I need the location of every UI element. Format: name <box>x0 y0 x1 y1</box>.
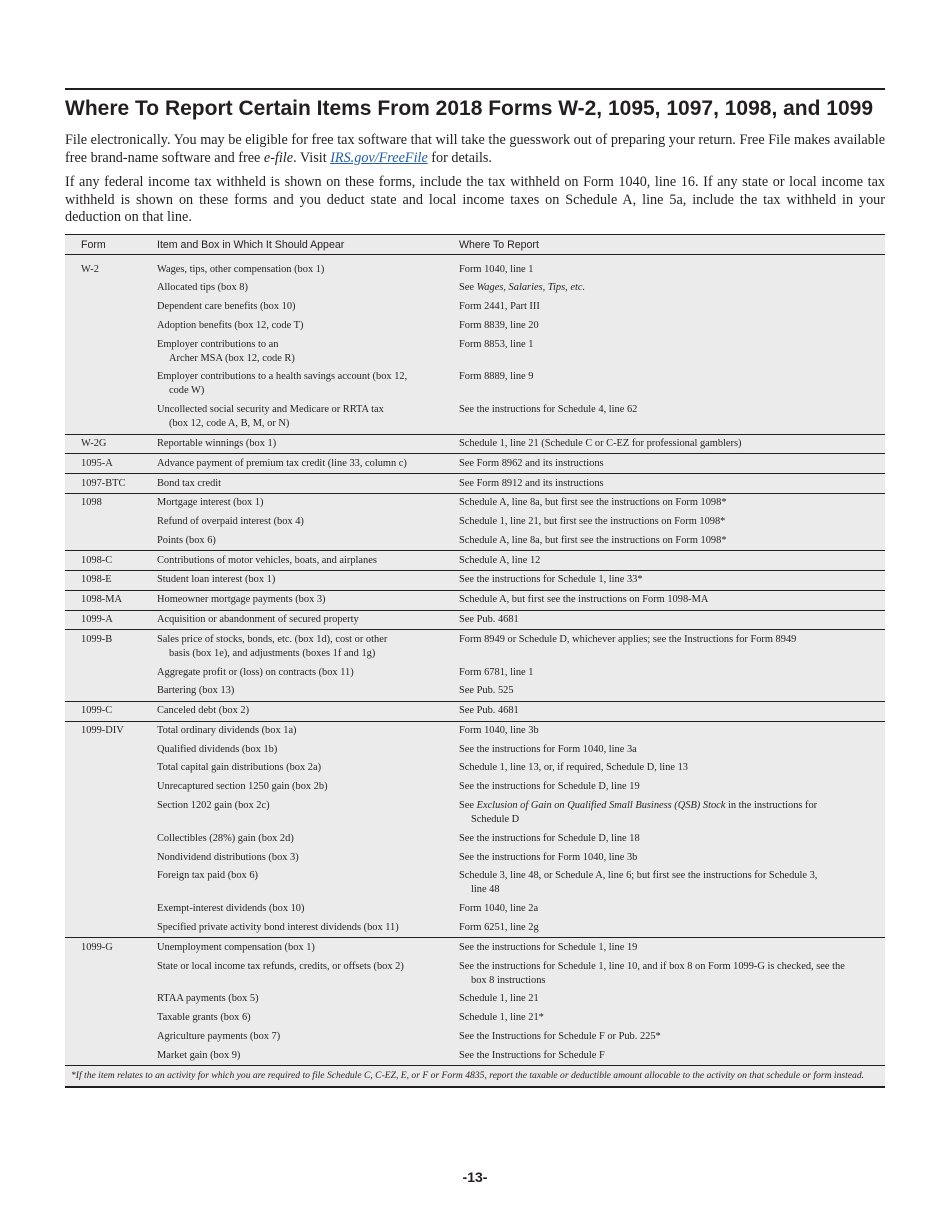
row-where: See Pub. 525 <box>459 685 514 697</box>
row-where: Form 1040, line 1 <box>459 263 534 275</box>
page-number: -13- <box>462 1169 488 1185</box>
row-where: See Form 8962 and its instructions <box>459 454 885 474</box>
row-where: Form 8839, line 20 <box>459 319 539 331</box>
row-item-text: Employer contributions to an <box>157 338 279 350</box>
row-item <box>157 848 459 867</box>
row-form: 1098-MA <box>65 590 157 610</box>
table-row <box>65 401 885 434</box>
row-where: Schedule 1, line 21, but first see the instructions on Form 1098* <box>459 516 726 528</box>
row-item <box>157 551 459 571</box>
row-item-continued: (box 12, code A, B, M, or N) <box>169 418 290 430</box>
row-where: Schedule A, line 12 <box>459 551 885 571</box>
row-item <box>157 454 459 474</box>
row-item <box>157 316 459 335</box>
row-item-text: Taxable grants (box 6) <box>157 1012 251 1024</box>
table-row <box>65 335 885 368</box>
row-item-text: Advance payment of premium tax credit (line 33, column c) <box>157 457 407 469</box>
row-item-text: Points (box 6) <box>157 534 216 546</box>
row-item-text: Qualified dividends (box 1b) <box>157 743 278 755</box>
row-item-text: Total ordinary dividends (box 1a) <box>157 724 297 736</box>
row-form: 1099-G <box>65 938 157 957</box>
row-where-continued: line 48 <box>471 884 500 896</box>
table-row <box>65 848 885 867</box>
row-where-continued: Schedule D <box>471 814 520 826</box>
row-form <box>65 298 157 317</box>
table-row <box>65 590 885 610</box>
row-item-continued: basis (box 1e), and adjustments (boxes 1f and 1g) <box>169 647 376 659</box>
row-item-text: Specified private activity bond interest dividends (box 11) <box>157 921 399 933</box>
row-where-continued: box 8 instructions <box>471 974 546 986</box>
row-where: See Form 8912 and its instructions <box>459 474 885 494</box>
row-form: 1099-B <box>65 630 157 663</box>
row-item-text: Mortgage interest (box 1) <box>157 497 264 509</box>
page-content <box>65 88 885 1088</box>
row-item-text: Reportable winnings (box 1) <box>157 437 277 449</box>
intro-paragraph-efile: File electronically. You may be eligible for free tax software that will take the guesswork out of preparing your return. Free File makes available free brand-name software and free e-file. Visit IRS.gov/FreeFile for details. <box>65 132 885 166</box>
row-form <box>65 663 157 682</box>
row-where: Schedule A, line 8a, but first see the instructions on Form 1098* <box>459 534 727 546</box>
footnote: *If the item relates to an activity for which you are required to file Schedule C, C-EZ, E, or F or Form 4835, report the taxable or deductible amount allocable to the activity on that schedule or form instead. <box>65 1066 885 1087</box>
table-row <box>65 493 885 512</box>
table-row <box>65 474 885 494</box>
row-item-text: Bartering (box 13) <box>157 685 235 697</box>
row-form <box>65 368 157 401</box>
table-row <box>65 316 885 335</box>
table-row <box>65 571 885 591</box>
table-row <box>65 990 885 1009</box>
table-row <box>65 759 885 778</box>
row-item-text: Adoption benefits (box 12, code T) <box>157 319 304 331</box>
row-form <box>65 1027 157 1046</box>
row-where: Schedule 1, line 13, or, if required, Schedule D, line 13 <box>459 762 688 774</box>
header-item: Item and Box in Which It Should Appear <box>157 234 459 254</box>
row-where: See the instructions for Form 1040, line 3a <box>459 743 637 755</box>
row-item-text: Bond tax credit <box>157 477 222 489</box>
row-form: 1098-C <box>65 551 157 571</box>
table-row <box>65 551 885 571</box>
row-form <box>65 740 157 759</box>
row-where: Form 8949 or Schedule D, whichever applies; see the Instructions for Form 8949 <box>459 630 885 663</box>
table-row <box>65 298 885 317</box>
row-where: Form 2441, Part III <box>459 301 540 313</box>
row-item <box>157 1009 459 1028</box>
top-rule <box>65 88 885 90</box>
row-form: 1099-C <box>65 701 157 721</box>
table-row <box>65 531 885 550</box>
table-row <box>65 663 885 682</box>
row-item-continued: Archer MSA (box 12, code R) <box>169 352 295 364</box>
row-where: Schedule A, line 8a, but first see the instructions on Form 1098* <box>459 493 885 512</box>
row-form <box>65 682 157 701</box>
row-item-text: Collectibles (28%) gain (box 2d) <box>157 832 294 844</box>
table-row <box>65 610 885 630</box>
row-item-text: Section 1202 gain (box 2c) <box>157 800 270 812</box>
row-where: Form 6251, line 2g <box>459 921 539 933</box>
row-where: Schedule 1, line 21 (Schedule C or C-EZ for professional gamblers) <box>459 434 885 454</box>
row-where: Schedule 1, line 21 <box>459 993 539 1005</box>
row-item-text: RTAA payments (box 5) <box>157 993 259 1005</box>
row-where: See the instructions for Schedule D, line 18 <box>459 832 640 844</box>
row-form <box>65 797 157 830</box>
row-form <box>65 990 157 1009</box>
row-form <box>65 919 157 938</box>
row-form <box>65 957 157 990</box>
row-item <box>157 778 459 797</box>
row-item-text: Canceled debt (box 2) <box>157 705 250 717</box>
row-where: See Wages, Salaries, Tips, etc. <box>459 282 586 294</box>
row-where: See the instructions for Schedule 1, line 33* <box>459 571 885 591</box>
row-item <box>157 298 459 317</box>
table-row <box>65 829 885 848</box>
row-item-text: Employer contributions to a health savings account (box 12, <box>157 371 408 383</box>
row-item <box>157 900 459 919</box>
row-item <box>157 610 459 630</box>
row-item <box>157 740 459 759</box>
where-to-report-table <box>65 234 885 1088</box>
row-form: W-2G <box>65 434 157 454</box>
table-row <box>65 434 885 454</box>
row-form <box>65 900 157 919</box>
table-row <box>65 1027 885 1046</box>
row-item <box>157 254 459 279</box>
row-item <box>157 474 459 494</box>
row-item-continued: code W) <box>169 385 205 397</box>
row-where: Form 8853, line 1 <box>459 338 534 350</box>
row-form <box>65 1009 157 1028</box>
row-where: Form 8889, line 9 <box>459 371 534 383</box>
row-where: Form 1040, line 3b <box>459 721 885 740</box>
row-where: See the instructions for Schedule D, line 19 <box>459 781 640 793</box>
row-item-text: State or local income tax refunds, credits, or offsets (box 2) <box>157 960 404 972</box>
row-form <box>65 279 157 298</box>
row-item-text: Wages, tips, other compensation (box 1) <box>157 263 325 275</box>
row-where: Form 1040, line 2a <box>459 903 539 915</box>
row-item-text: Foreign tax paid (box 6) <box>157 870 258 882</box>
row-item <box>157 957 459 990</box>
row-item <box>157 867 459 900</box>
page-title: Where To Report Certain Items From 2018 Forms W-2, 1095, 1097, 1098, and 1099 <box>65 97 874 120</box>
row-item-text: Uncollected social security and Medicare or RRTA tax <box>157 404 384 416</box>
row-where: See the instructions for Schedule 1, line 19 <box>459 938 885 957</box>
row-where: See the Instructions for Schedule F <box>459 1049 605 1061</box>
row-item <box>157 682 459 701</box>
row-item <box>157 1046 459 1065</box>
intro-paragraph-withholding: If any federal income tax withheld is shown on these forms, include the tax withheld on Form 1040, line 16. If any state or local income tax withheld is shown on these forms and you deduct state and local income taxes on Schedule A, line 5a, include the tax withheld in your deduction on that line. <box>65 174 885 225</box>
row-item-text: Student loan interest (box 1) <box>157 574 276 586</box>
row-form <box>65 531 157 550</box>
table-row <box>65 957 885 990</box>
row-item-text: Allocated tips (box 8) <box>157 282 248 294</box>
table-row <box>65 682 885 701</box>
table-row <box>65 867 885 900</box>
row-form: 1098 <box>65 493 157 512</box>
row-item <box>157 531 459 550</box>
row-item <box>157 493 459 512</box>
row-item-text: Contributions of motor vehicles, boats, and airplanes <box>157 554 377 566</box>
row-item-text: Exempt-interest dividends (box 10) <box>157 903 305 915</box>
row-item-text: Refund of overpaid interest (box 4) <box>157 516 304 528</box>
row-form <box>65 759 157 778</box>
row-where: See the instructions for Form 1040, line 3b <box>459 851 638 863</box>
row-item-text: Nondividend distributions (box 3) <box>157 851 299 863</box>
table-row <box>65 938 885 957</box>
table-row <box>65 919 885 938</box>
table-header-row <box>65 234 885 254</box>
row-item-text: Agriculture payments (box 7) <box>157 1030 281 1042</box>
row-where: See Exclusion of Gain on Qualified Small Business (QSB) Stock in the instructions for Schedule D <box>459 797 885 830</box>
row-item <box>157 663 459 682</box>
table-row <box>65 454 885 474</box>
row-item <box>157 571 459 591</box>
row-form <box>65 829 157 848</box>
row-item <box>157 513 459 532</box>
table-row <box>65 279 885 298</box>
table-row <box>65 701 885 721</box>
row-where: See the Instructions for Schedule F or Pub. 225* <box>459 1030 661 1042</box>
table-row <box>65 513 885 532</box>
table-row <box>65 254 885 279</box>
row-where: See the instructions for Schedule 1, line 10, and if box 8 on Form 1099-G is checked, see the box 8 instructions <box>459 957 885 990</box>
row-form <box>65 335 157 368</box>
row-item <box>157 1027 459 1046</box>
row-item <box>157 938 459 957</box>
table-row <box>65 368 885 401</box>
row-item <box>157 590 459 610</box>
footnote-row <box>65 1066 885 1087</box>
table-row <box>65 797 885 830</box>
row-item-text: Total capital gain distributions (box 2a) <box>157 762 322 774</box>
header-form: Form <box>65 234 157 254</box>
row-where: See the instructions for Schedule 4, line 62 <box>459 404 638 416</box>
row-item <box>157 335 459 368</box>
row-item <box>157 990 459 1009</box>
row-item <box>157 279 459 298</box>
row-form <box>65 401 157 434</box>
row-item <box>157 701 459 721</box>
row-item <box>157 721 459 740</box>
row-item <box>157 829 459 848</box>
table-row <box>65 630 885 663</box>
row-item-text: Aggregate profit or (loss) on contracts (box 11) <box>157 666 354 678</box>
row-form: 1099-A <box>65 610 157 630</box>
row-where: Schedule 1, line 21* <box>459 1012 544 1024</box>
row-item <box>157 630 459 663</box>
row-form <box>65 316 157 335</box>
table-row <box>65 778 885 797</box>
table-row <box>65 740 885 759</box>
row-form <box>65 778 157 797</box>
row-item <box>157 434 459 454</box>
row-item-text: Unrecaptured section 1250 gain (box 2b) <box>157 781 328 793</box>
row-where: Schedule A, but first see the instructions on Form 1098-MA <box>459 590 885 610</box>
row-item <box>157 759 459 778</box>
row-form: 1099-DIV <box>65 721 157 740</box>
row-form: 1098-E <box>65 571 157 591</box>
row-item <box>157 401 459 434</box>
row-where: See Pub. 4681 <box>459 701 885 721</box>
row-item-text: Homeowner mortgage payments (box 3) <box>157 594 326 606</box>
row-form: 1097-BTC <box>65 474 157 494</box>
row-where: See Pub. 4681 <box>459 610 885 630</box>
row-item <box>157 919 459 938</box>
row-where: Schedule 3, line 48, or Schedule A, line 6; but first see the instructions for Schedule 3, line 48 <box>459 867 885 900</box>
row-form: 1095-A <box>65 454 157 474</box>
row-item-text: Unemployment compensation (box 1) <box>157 941 315 953</box>
table-row <box>65 721 885 740</box>
row-where: Form 6781, line 1 <box>459 666 534 678</box>
table-row <box>65 1046 885 1065</box>
row-item <box>157 368 459 401</box>
row-form <box>65 848 157 867</box>
row-form <box>65 867 157 900</box>
row-item-text: Market gain (box 9) <box>157 1049 241 1061</box>
table-row <box>65 900 885 919</box>
row-form <box>65 1046 157 1065</box>
table-row <box>65 1009 885 1028</box>
header-where: Where To Report <box>459 234 885 254</box>
row-form <box>65 513 157 532</box>
row-item-text: Acquisition or abandonment of secured property <box>157 614 359 625</box>
freefile-link[interactable]: IRS.gov/FreeFile <box>330 149 428 166</box>
row-item-text: Dependent care benefits (box 10) <box>157 301 296 313</box>
row-item <box>157 797 459 830</box>
row-form: W-2 <box>81 263 99 275</box>
row-item-text: Sales price of stocks, bonds, etc. (box 1d), cost or other <box>157 633 388 645</box>
